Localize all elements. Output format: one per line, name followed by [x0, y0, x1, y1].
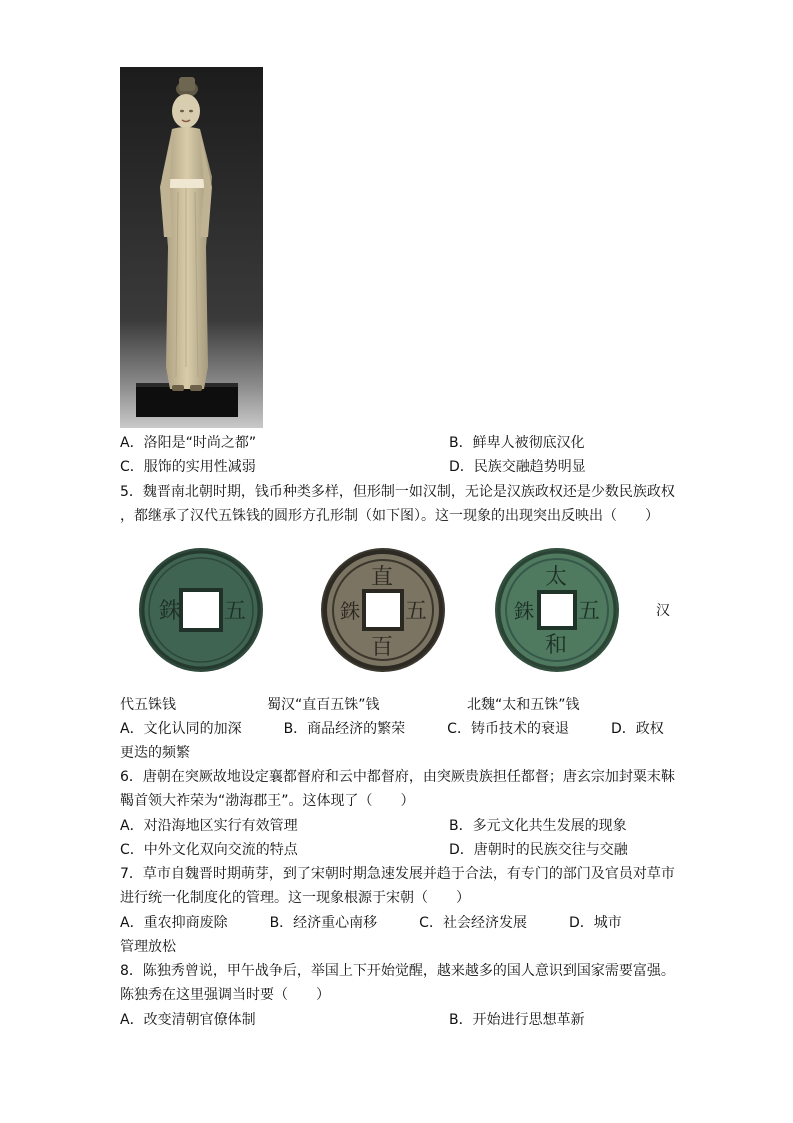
q6-stem-line1: 6．唐朝在突厥故地设定襄都督府和云中都督府，由突厥贵族担任都督；唐玄宗加封粟末靺 [120, 769, 675, 785]
q6-option-c: C．中外文化双向交流的特点 [120, 842, 298, 858]
coin2-right-char: 五 [405, 599, 428, 624]
q8-option-b: B．开始进行思想革新 [449, 1012, 585, 1028]
q4-option-a: A．洛阳是“时尚之都” [120, 435, 257, 451]
q5-stem-line1: 5．魏晋南北朝时期，钱币种类多样，但形制一如汉制，无论是汉族政权还是少数民族政权 [120, 484, 675, 500]
coin3-bottom-char: 和 [545, 633, 568, 658]
figurine-image [120, 67, 263, 428]
q5-options-line1: A．文化认同的加深 B．商品经济的繁荣 C．铸币技术的衰退 D．政权 [120, 721, 664, 737]
q5-stem-line2: ，都继承了汉代五铢钱的圆形方孔形制（如下图）。这一现象的出现突出反映出（ ） [120, 508, 659, 524]
coin3-right-char: 五 [578, 599, 601, 624]
q6-stem-line2: 鞨首领大祚荣为“渤海郡王”。这体现了（ ） [120, 793, 415, 809]
coin-northern-wei-taihe [492, 540, 622, 680]
coin1-left-char: 銖 [159, 599, 182, 624]
coin1-right-char: 五 [224, 599, 247, 624]
q6-option-b: B．多元文化共生发展的现象 [449, 818, 627, 834]
q7-stem-line2: 进行统一化制度化的管理。这一现象根源于宋朝（ ） [120, 890, 470, 906]
coin-caption-han: 代五铢钱 [120, 697, 176, 713]
coin-shu-han-zhibai [318, 540, 448, 680]
q5-options-line2: 更迭的频繁 [120, 745, 190, 761]
q7-options-line2: 管理放松 [120, 939, 176, 955]
coin-caption-northern-wei: 北魏“太和五铢”钱 [467, 697, 580, 713]
coin2-top-char: 直 [371, 565, 394, 590]
q4-option-b: B．鲜卑人被彻底汉化 [449, 435, 585, 451]
q8-option-a: A．改变清朝官僚体制 [120, 1012, 256, 1028]
q7-options-line1: A．重农抑商废除 B．经济重心南移 C．社会经济发展 D．城市 [120, 915, 622, 931]
coin3-left-char: 銖 [514, 599, 534, 623]
q6-option-a: A．对沿海地区实行有效管理 [120, 818, 298, 834]
q6-option-d: D．唐朝时的民族交往与交融 [449, 842, 628, 858]
q4-option-c: C．服饰的实用性减弱 [120, 459, 256, 475]
tang-figurine-photo [120, 67, 263, 428]
coin-caption-shu-han: 蜀汉“直百五铢”钱 [267, 697, 380, 713]
q4-option-d: D．民族交融趋势明显 [449, 459, 586, 475]
coin-han-wuzhu [136, 540, 266, 680]
q8-stem-line2: 陈独秀在这里强调当时要（ ） [120, 987, 330, 1003]
coin-caption-han-end: 汉 [656, 603, 670, 619]
coin3-top-char: 太 [545, 565, 568, 590]
q8-stem-line1: 8．陈独秀曾说，甲午战争后，举国上下开始觉醒，越来越多的国人意识到国家需要富强。 [120, 963, 675, 979]
coin2-left-char: 銖 [340, 599, 360, 623]
coin2-bottom-char: 百 [371, 635, 394, 660]
q7-stem-line1: 7．草市自魏晋时期萌芽，到了宋朝时期急速发展并趋于合法，有专门的部门及官员对草市 [120, 866, 675, 882]
